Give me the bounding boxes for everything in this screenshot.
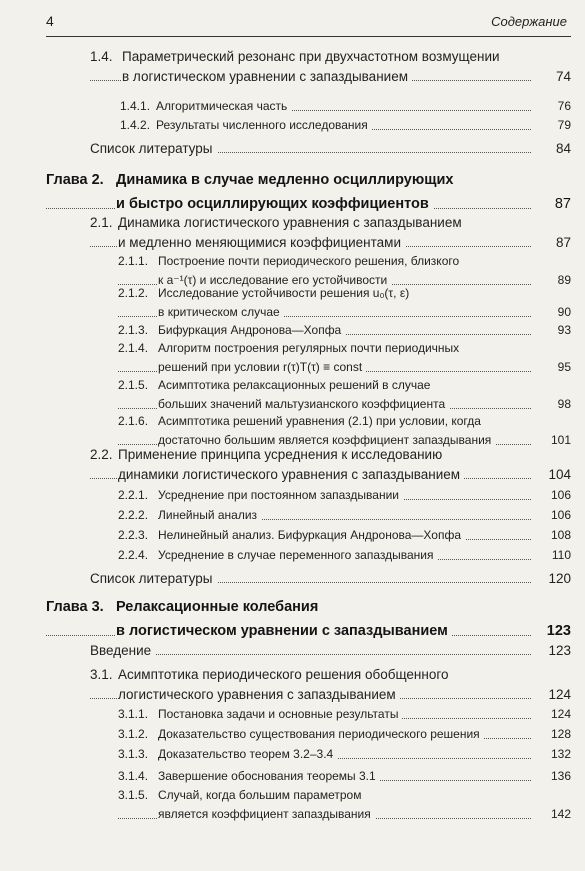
entry-page: 124 — [544, 684, 571, 705]
entry-title: и медленно меняющимися коэффициентами — [118, 235, 405, 250]
entry-page: 108 — [547, 525, 571, 546]
entry-title-line: Асимптотика периодического решения обобщенного — [118, 667, 449, 682]
entry-title-line: Асимптотика решений уравнения (2.1) при условии, когда — [158, 414, 481, 428]
entry-title: больших значений мальтузианского коэффициента — [158, 397, 449, 411]
entry-number: 2.2. — [90, 447, 113, 462]
toc-entry-2-1-5 — [118, 376, 571, 415]
entry-number: 2.1.2. — [118, 286, 149, 300]
entry-title-line: Применение принципа усреднения к исследованию — [118, 447, 443, 462]
chapter-number: Глава 3. — [46, 599, 104, 615]
entry-title: Доказательство теорем 3.2–3.4 — [158, 747, 334, 761]
entry-title: является коэффициент запаздывания — [158, 807, 375, 821]
entry-page: 123 — [544, 640, 571, 661]
entry-number: 1.4.2. — [120, 118, 151, 132]
entry-title: решений при условии r(τ)T(τ) ≡ const — [158, 360, 366, 374]
entry-page: 104 — [544, 464, 571, 485]
entry-number: 1.4.1. — [120, 99, 151, 113]
toc-entry-1-4-2 — [120, 115, 571, 136]
toc-entry-2-2-2 — [118, 505, 571, 526]
toc-entry-2-2-1 — [118, 485, 571, 506]
entry-title: Усреднение в случае переменного запаздывания — [158, 548, 434, 562]
toc-entry-3-1-3 — [118, 744, 571, 765]
entry-title-line: Случай, когда большим параметром — [158, 788, 362, 802]
entry-number: 1.4. — [90, 49, 113, 64]
entry-title: Бифуркация Андронова—Хопфа — [158, 323, 342, 337]
toc-entry-1-4 — [90, 48, 571, 87]
toc-entry-3-1-4 — [118, 766, 571, 787]
entry-title: Список литературы — [90, 141, 217, 156]
entry-title-line: Асимптотика релаксационных решений в случае — [158, 378, 431, 392]
toc-entry-3-1-1 — [118, 704, 571, 725]
toc-entry-3-1-2 — [118, 724, 571, 745]
toc-entry-3-1 — [90, 666, 571, 705]
toc-entry-2-2-4 — [118, 545, 571, 566]
entry-number: 3.1.5. — [118, 788, 149, 802]
entry-title: Нелинейный анализ. Бифуркация Андронова—Хопфа — [158, 528, 462, 542]
entry-page: 132 — [547, 744, 571, 765]
toc-entry-introduction — [90, 640, 571, 661]
entry-title-line: Параметрический резонанс при двухчастотном возмущении — [122, 49, 500, 64]
entry-page: 79 — [554, 115, 571, 136]
entry-page: 120 — [544, 568, 571, 589]
entry-page: 87 — [552, 232, 571, 253]
toc-entry-2-1 — [90, 214, 571, 253]
entry-number: 3.1.1. — [118, 707, 149, 721]
entry-title: Завершение обоснования теоремы 3.1 — [158, 769, 376, 783]
entry-page: 110 — [548, 545, 571, 566]
toc-entry-references-2 — [90, 568, 571, 589]
entry-title: и быстро осциллирующих коэффициентов — [116, 196, 433, 212]
entry-number: 3.1. — [90, 667, 113, 682]
entry-title: к a⁻¹(τ) и исследование его устойчивости — [158, 273, 391, 287]
entry-number: 3.1.3. — [118, 747, 149, 761]
entry-page: 93 — [554, 320, 571, 341]
entry-title: Список литературы — [90, 571, 217, 586]
entry-title: Результаты численного исследования — [156, 118, 368, 132]
page-number: 4 — [46, 13, 54, 29]
entry-title: Постановка задачи и основные результаты — [158, 707, 399, 721]
entry-number: 2.2.3. — [118, 528, 149, 542]
entry-page: 124 — [547, 704, 571, 725]
entry-title: достаточно большим является коэффициент запаздывания — [158, 433, 495, 447]
entry-page: 106 — [547, 485, 571, 506]
entry-page: 106 — [547, 505, 571, 526]
entry-page: 128 — [547, 724, 571, 745]
toc-entry-2-1-4 — [118, 339, 571, 378]
entry-page: 89 — [554, 270, 571, 291]
entry-number: 3.1.2. — [118, 727, 149, 741]
entry-number: 2.2.4. — [118, 548, 149, 562]
entry-page: 98 — [554, 394, 571, 415]
toc-chapter-2 — [46, 168, 571, 216]
entry-number: 2.1.4. — [118, 341, 149, 355]
entry-title-line: Алгоритм построения регулярных почти периодичных — [158, 341, 460, 355]
entry-title: в логистическом уравнении с запаздыванием — [122, 69, 412, 84]
entry-number: 3.1.4. — [118, 769, 149, 783]
entry-title-line: Исследование устойчивости решения u₀(τ, ε) — [158, 286, 410, 300]
toc-entry-2-1-2 — [118, 284, 571, 323]
entry-title: Введение — [90, 643, 155, 658]
entry-title: в критическом случае — [158, 305, 284, 319]
toc-entry-3-1-5 — [118, 786, 571, 825]
section-title: Содержание — [491, 14, 567, 29]
entry-number: 2.1.6. — [118, 414, 149, 428]
entry-title: в логистическом уравнении с запаздыванием — [116, 623, 452, 639]
entry-number: 2.2.1. — [118, 488, 149, 502]
chapter-number: Глава 2. — [46, 172, 104, 188]
entry-title: Линейный анализ — [158, 508, 258, 522]
page-header — [46, 6, 571, 37]
entry-number: 2.1. — [90, 215, 113, 230]
entry-number: 2.1.1. — [118, 254, 149, 268]
entry-page: 74 — [552, 66, 571, 87]
entry-title: Алгоритмическая часть — [156, 99, 288, 113]
entry-title-line: Построение почти периодического решения, близкого — [158, 254, 460, 268]
entry-number: 2.1.3. — [118, 323, 149, 337]
entry-page: 76 — [554, 96, 571, 117]
entry-title-line: Релаксационные колебания — [116, 599, 319, 615]
entry-page: 101 — [547, 430, 571, 451]
entry-title-line: Динамика в случае медленно осциллирующих — [116, 172, 454, 188]
entry-title: динамики логистического уравнения с запаздыванием — [118, 467, 464, 482]
entry-page: 87 — [551, 192, 571, 216]
entry-page: 142 — [547, 804, 571, 825]
entry-title: Доказательство существования периодического решения — [158, 727, 480, 741]
toc-chapter-3 — [46, 595, 571, 643]
entry-page: 136 — [547, 766, 571, 787]
entry-page: 90 — [554, 302, 571, 323]
toc-entry-2-2-3 — [118, 525, 571, 546]
entry-number: 2.2.2. — [118, 508, 149, 522]
entry-number: 2.1.5. — [118, 378, 149, 392]
entry-title-line: Динамика логистического уравнения с запаздыванием — [118, 215, 462, 230]
entry-page: 95 — [554, 357, 571, 378]
toc-entry-2-1-3 — [118, 320, 571, 341]
entry-title: логистического уравнения с запаздыванием — [118, 687, 400, 702]
entry-title: Усреднение при постоянном запаздывании — [158, 488, 399, 502]
toc-entry-references-1 — [90, 138, 571, 159]
toc-entry-2-2 — [90, 446, 571, 485]
toc-entry-1-4-1 — [120, 96, 571, 117]
entry-page: 84 — [552, 138, 571, 159]
entry-page: 123 — [543, 619, 571, 643]
